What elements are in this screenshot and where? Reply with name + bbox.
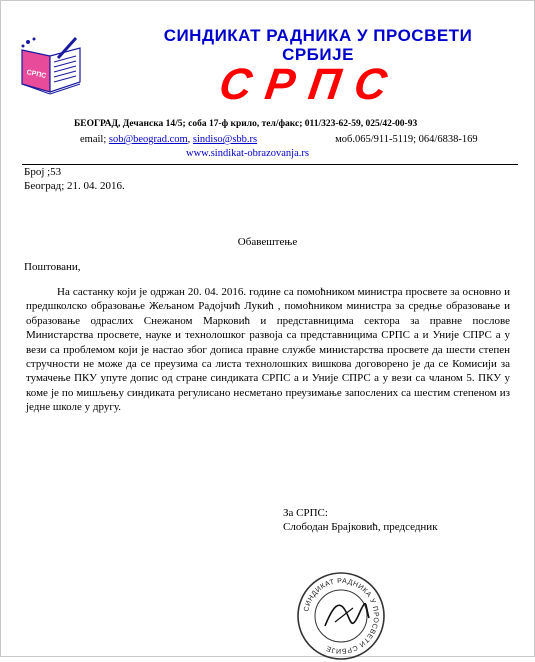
phone-numbers: моб.065/911-5119; 064/6838-169	[335, 134, 478, 145]
website-link[interactable]: www.sindikat-obrazovanja.rs	[186, 148, 309, 159]
body-paragraph: На састанку који је одржан 20. 04. 2016. године са помоћником министра просвете за основно и предшколско образовање Жељаном Радојчић Лукић , помоћником министра за средње образовање и образовање одраслих Снежаном Марковић и представницима сектора за правне послове Министарства просвете, науке и технолошког развоја са представницима СРПС а и Уније СПРС а у вези са проблемом који је настао због дописа правне службе министарства просвете да шести степен стручности не може да се преузима са листа технолошких вишкова договорено је да се Комисији за тумачење ПКУ упуте допис од стране синдиката СРПС а и Уније СПРС а у вези са чланом 5. ПКУ у коме је по мишљењу синдиката регулисано несметано преузимање запослених са шестим степеном из једне школе у другу.	[26, 286, 510, 414]
email-label: email;	[80, 134, 109, 145]
header-divider	[22, 164, 518, 165]
signature-org: За СРПС:	[283, 507, 328, 519]
signature-name: Слободан Брајковић, председник	[283, 521, 438, 533]
union-logo-book-icon	[14, 36, 90, 98]
org-name-line1: СИНДИКАТ РАДНИКА У ПРОСВЕТИ	[163, 26, 473, 45]
email-separator: ,	[187, 134, 193, 145]
contact-line	[80, 134, 530, 145]
email-link-1[interactable]: sob@beograd.com	[108, 134, 188, 145]
document-number: Број ;53	[24, 166, 62, 178]
document-title: Обавештење	[237, 236, 298, 248]
brand-wordmark: СРПС	[216, 60, 404, 109]
official-stamp	[295, 570, 387, 662]
stamp-text: СИНДИКАТ РАДНИКА У ПРОСВЕТИ СРБИЈЕ	[303, 577, 380, 655]
address-line: БЕОГРАД, Дечанска 14/5; соба 17-ф крило, тел/факс; 011/323-62-59, 025/42-00-93	[74, 119, 418, 129]
document-date: Београд; 21. 04. 2016.	[24, 180, 125, 192]
greeting: Поштовани,	[24, 261, 81, 273]
email-link-2[interactable]: sindiso@sbb.rs	[192, 134, 258, 145]
org-name-line2: СРБИЈЕ	[282, 45, 354, 64]
signature-scribble	[325, 604, 369, 626]
logo-label: СРПС	[25, 69, 47, 81]
